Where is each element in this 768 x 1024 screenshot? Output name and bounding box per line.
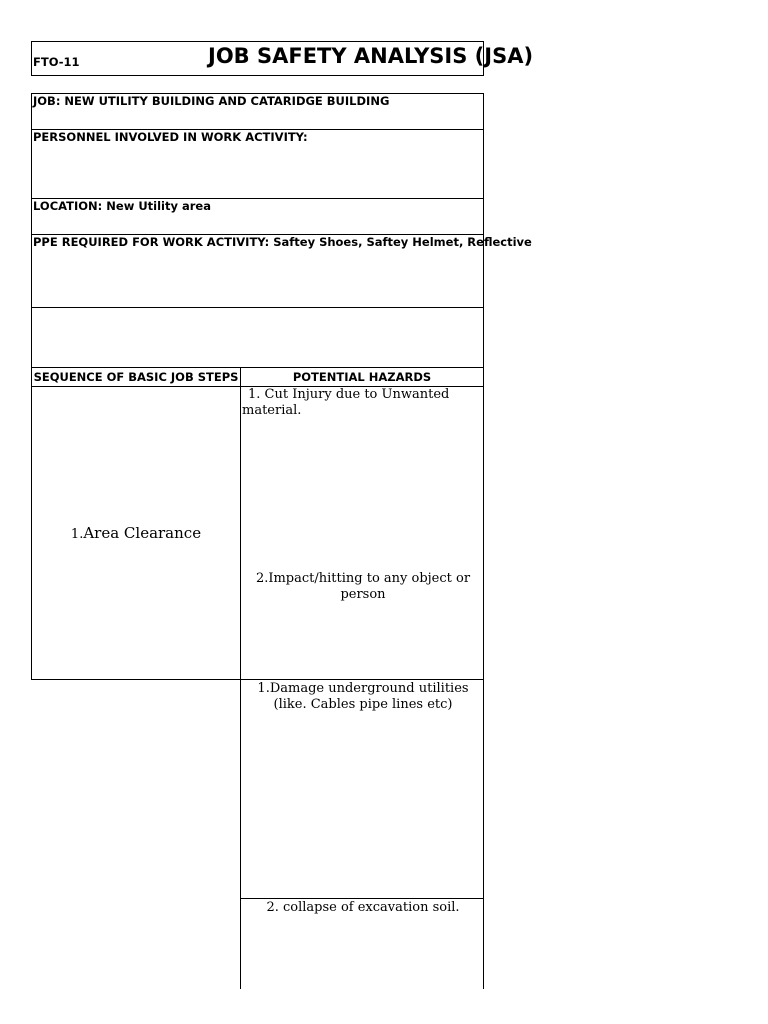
- hazard-cell: [240, 386, 484, 680]
- hazard-line: person: [340, 587, 386, 602]
- hazard-item: [245, 900, 481, 916]
- job-step-cell: [31, 386, 241, 680]
- hazard-line: 1. Cut Injury due to Unwanted: [248, 387, 450, 402]
- job-step-text: Area Clearance: [83, 524, 202, 542]
- hazard-item: [245, 571, 481, 603]
- column-header-steps-label: SEQUENCE OF BASIC JOB STEPS: [33, 370, 239, 384]
- hazard-line: 2. collapse of excavation soil.: [266, 900, 460, 915]
- hazard-line: 2.Impact/hitting to any object or: [255, 571, 471, 586]
- hazard-line: 1.Damage underground utilities: [257, 681, 469, 696]
- form-code: FTO-11: [33, 55, 80, 69]
- form-header: [31, 41, 534, 76]
- ppe-label: PPE REQUIRED FOR WORK ACTIVITY: Saftey Shoes, Saftey Helmet, Reflective: [33, 235, 532, 249]
- hazard-item: [245, 681, 481, 713]
- job-label: JOB: NEW UTILITY BUILDING AND CATARIDGE BUILDING: [33, 94, 390, 108]
- blank-section: [31, 307, 484, 368]
- column-header-hazards: [240, 367, 484, 387]
- column-header-hazards-label: POTENTIAL HAZARDS: [292, 370, 432, 384]
- location-label: LOCATION: New Utility area: [33, 199, 211, 213]
- document-title: JOB SAFETY ANALYSIS (JSA): [208, 44, 534, 68]
- job-step-number: 1.: [70, 527, 84, 542]
- job-step-label: [71, 524, 201, 542]
- job-field: [31, 93, 484, 130]
- ppe-field: [31, 234, 532, 308]
- column-header-steps: [31, 367, 241, 387]
- personnel-label: PERSONNEL INVOLVED IN WORK ACTIVITY:: [33, 130, 308, 144]
- hazard-cell: [240, 898, 484, 989]
- hazard-cell: [240, 679, 484, 899]
- personnel-field: [31, 129, 484, 199]
- hazard-item: [242, 387, 480, 419]
- hazard-line: material.: [242, 403, 302, 418]
- location-field: [31, 198, 484, 235]
- hazard-line: (like. Cables pipe lines etc): [273, 697, 453, 712]
